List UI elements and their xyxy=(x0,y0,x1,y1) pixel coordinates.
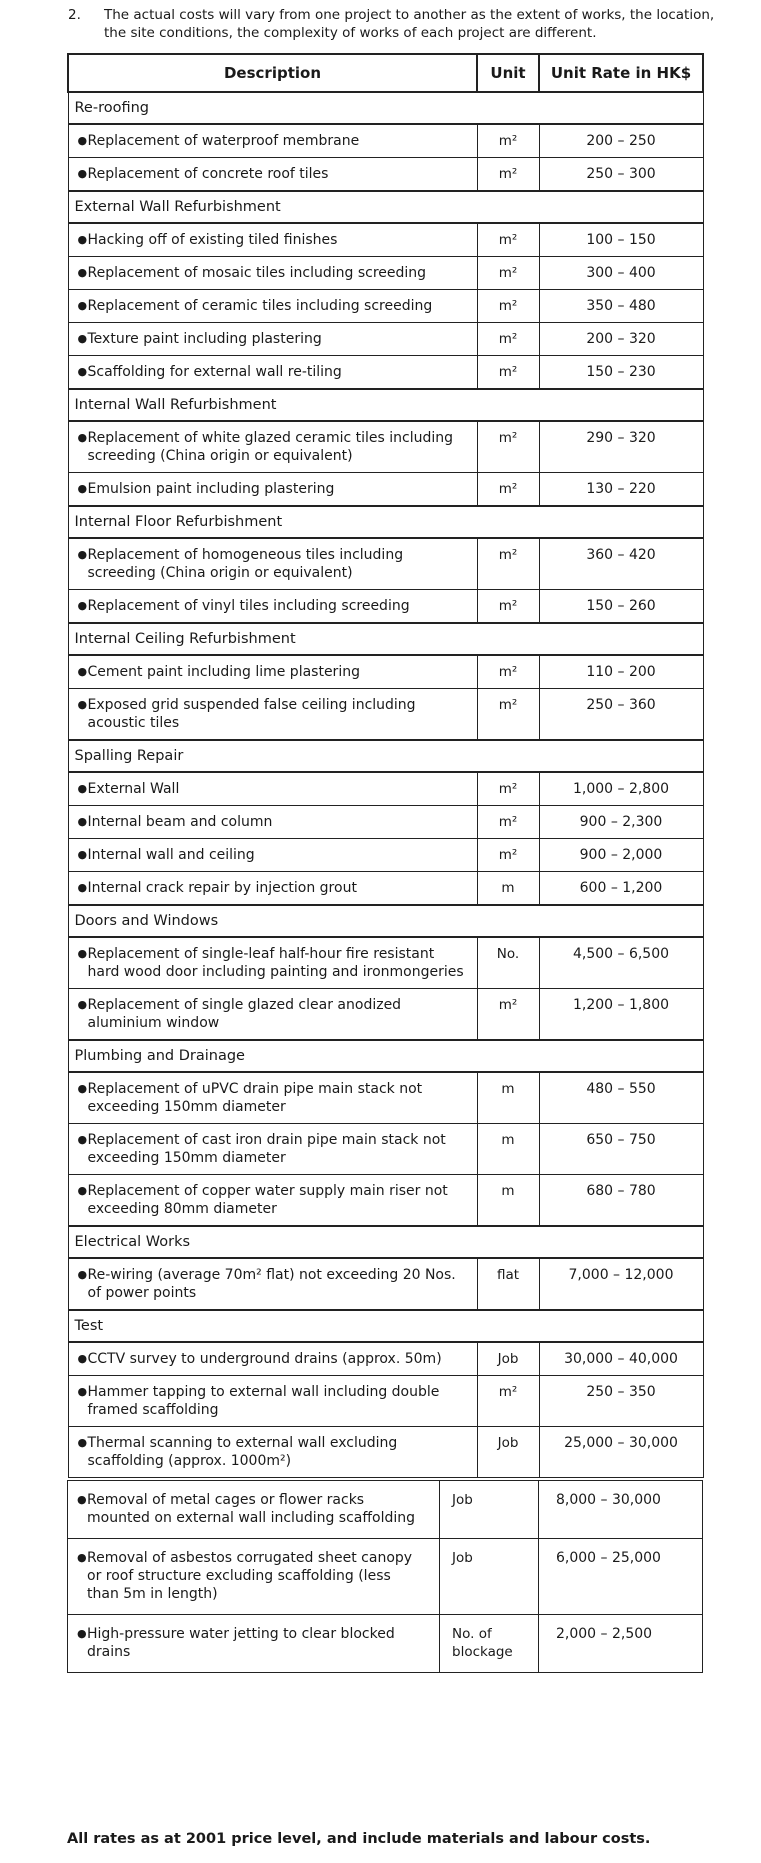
item-unit: m² xyxy=(477,1376,539,1427)
section-row xyxy=(68,191,703,223)
item-unit: m² xyxy=(477,158,539,192)
item-description-cell xyxy=(68,872,477,906)
table-row xyxy=(68,839,703,872)
table-row xyxy=(68,1175,703,1227)
item-description: Removal of asbestos corrugated sheet canopy or roof structure excluding scaffolding (less than 5m in length) xyxy=(87,1550,413,1602)
item-description-cell xyxy=(68,290,477,323)
item-description-cell xyxy=(68,223,477,257)
section-row xyxy=(68,740,703,772)
table-row xyxy=(68,290,703,323)
item-description: Re-wiring (average 70m² flat) not exceeding 20 Nos. of power points xyxy=(87,1267,456,1301)
item-unit: Job xyxy=(440,1539,539,1615)
item-unit: m² xyxy=(477,772,539,806)
bullet-icon: ● xyxy=(77,1082,88,1095)
bullet-icon: ● xyxy=(77,881,88,894)
item-rate: 110 – 200 xyxy=(539,655,703,689)
item-description: Emulsion paint including plastering xyxy=(87,481,335,497)
table-row xyxy=(68,1072,703,1124)
item-description: Cement paint including lime plastering xyxy=(87,664,360,680)
section-row xyxy=(68,92,703,124)
section-row xyxy=(68,1310,703,1342)
item-description-cell xyxy=(68,1124,477,1175)
item-rate: 2,000 – 2,500 xyxy=(539,1615,703,1673)
item-description: Replacement of single glazed clear anodized aluminium window xyxy=(87,997,402,1031)
bullet-icon: ● xyxy=(77,1627,87,1640)
bullet-icon: ● xyxy=(77,167,88,180)
item-unit: m² xyxy=(477,257,539,290)
table-row xyxy=(68,1481,703,1539)
item-description-cell xyxy=(68,1615,440,1673)
item-description: Replacement of cast iron drain pipe main stack not exceeding 150mm diameter xyxy=(87,1132,446,1166)
item-rate: 7,000 – 12,000 xyxy=(539,1258,703,1310)
bullet-icon: ● xyxy=(77,599,88,612)
item-unit: m xyxy=(477,1175,539,1227)
table-row xyxy=(68,772,703,806)
section-title: Test xyxy=(68,1310,703,1342)
item-unit: m² xyxy=(477,655,539,689)
item-description-cell xyxy=(68,655,477,689)
bullet-icon: ● xyxy=(77,998,88,1011)
note-text: The actual costs will vary from one project to another as the extent of works, the location, the site conditions, the complexity of works of each project are different. xyxy=(104,7,715,41)
section-row xyxy=(68,905,703,937)
bullet-icon: ● xyxy=(77,482,88,495)
item-description-cell xyxy=(68,124,477,158)
item-rate: 680 – 780 xyxy=(539,1175,703,1227)
item-rate: 900 – 2,300 xyxy=(539,806,703,839)
item-description-cell xyxy=(68,421,477,473)
header-description: Description xyxy=(68,54,477,92)
bullet-icon: ● xyxy=(77,1184,88,1197)
header-unit: Unit xyxy=(477,54,539,92)
table-row xyxy=(68,806,703,839)
table-header-row xyxy=(68,54,703,92)
item-description: Exposed grid suspended false ceiling including acoustic tiles xyxy=(87,697,416,731)
item-rate: 600 – 1,200 xyxy=(539,872,703,906)
table-row xyxy=(68,124,703,158)
item-description-cell xyxy=(68,590,477,624)
item-description: Replacement of concrete roof tiles xyxy=(87,166,329,182)
item-rate: 130 – 220 xyxy=(539,473,703,507)
bullet-icon: ● xyxy=(77,848,88,861)
item-rate: 8,000 – 30,000 xyxy=(539,1481,703,1539)
bullet-icon: ● xyxy=(77,1493,87,1506)
bullet-icon: ● xyxy=(77,1268,88,1281)
item-rate: 150 – 230 xyxy=(539,356,703,390)
item-description: Texture paint including plastering xyxy=(87,331,322,347)
item-description-cell xyxy=(68,1427,477,1478)
section-title: Plumbing and Drainage xyxy=(68,1040,703,1072)
table-row xyxy=(68,538,703,590)
bullet-icon: ● xyxy=(77,134,88,147)
bullet-icon: ● xyxy=(77,548,88,561)
item-description: Replacement of vinyl tiles including screeding xyxy=(87,598,410,614)
bullet-icon: ● xyxy=(77,947,88,960)
item-unit: m² xyxy=(477,839,539,872)
item-unit: m² xyxy=(477,421,539,473)
item-description: Hammer tapping to external wall including double framed scaffolding xyxy=(87,1384,440,1418)
item-description: Scaffolding for external wall re-tiling xyxy=(87,364,342,380)
item-unit: m² xyxy=(477,538,539,590)
item-description: Replacement of white glazed ceramic tiles including screeding (China origin or equivalent) xyxy=(87,430,454,464)
table-row xyxy=(68,590,703,624)
item-unit: m² xyxy=(477,806,539,839)
item-description-cell xyxy=(68,323,477,356)
item-description-cell xyxy=(68,937,477,989)
rates-table-body xyxy=(68,92,703,1478)
section-row xyxy=(68,1040,703,1072)
table-row xyxy=(68,655,703,689)
item-rate: 300 – 400 xyxy=(539,257,703,290)
item-description-cell xyxy=(68,1342,477,1376)
table-row xyxy=(68,689,703,741)
rates-table-container xyxy=(67,53,702,1673)
section-title: Electrical Works xyxy=(68,1226,703,1258)
item-rate: 250 – 350 xyxy=(539,1376,703,1427)
item-unit: Job xyxy=(477,1427,539,1478)
item-description: Replacement of waterproof membrane xyxy=(87,133,360,149)
table-row xyxy=(68,323,703,356)
section-row xyxy=(68,506,703,538)
item-description-cell xyxy=(68,806,477,839)
item-description-cell xyxy=(68,1258,477,1310)
item-unit: m xyxy=(477,872,539,906)
item-description-cell xyxy=(68,257,477,290)
item-description: High-pressure water jetting to clear blocked drains xyxy=(87,1626,395,1660)
item-rate: 250 – 300 xyxy=(539,158,703,192)
bullet-icon: ● xyxy=(77,266,88,279)
item-rate: 900 – 2,000 xyxy=(539,839,703,872)
item-description-cell xyxy=(68,772,477,806)
item-unit: m² xyxy=(477,989,539,1041)
bullet-icon: ● xyxy=(77,431,88,444)
item-description-cell xyxy=(68,1376,477,1427)
item-unit: Job xyxy=(477,1342,539,1376)
item-unit: m² xyxy=(477,689,539,741)
bullet-icon: ● xyxy=(77,1551,87,1564)
item-unit: m xyxy=(477,1072,539,1124)
item-rate: 200 – 250 xyxy=(539,124,703,158)
section-title: Spalling Repair xyxy=(68,740,703,772)
section-row xyxy=(68,623,703,655)
item-rate: 350 – 480 xyxy=(539,290,703,323)
item-rate: 200 – 320 xyxy=(539,323,703,356)
table-row xyxy=(68,473,703,507)
table-row xyxy=(68,1539,703,1615)
item-rate: 360 – 420 xyxy=(539,538,703,590)
item-description: Internal wall and ceiling xyxy=(87,847,255,863)
item-unit: No. xyxy=(477,937,539,989)
item-description-cell xyxy=(68,158,477,192)
bullet-icon: ● xyxy=(77,1352,88,1365)
item-rate: 290 – 320 xyxy=(539,421,703,473)
item-description: External Wall xyxy=(87,781,180,797)
table-row xyxy=(68,356,703,390)
item-unit: m² xyxy=(477,590,539,624)
table-row xyxy=(68,1376,703,1427)
item-description: Replacement of uPVC drain pipe main stack not exceeding 150mm diameter xyxy=(87,1081,423,1115)
table-row xyxy=(68,158,703,192)
item-description-cell xyxy=(68,1481,440,1539)
item-rate: 1,200 – 1,800 xyxy=(539,989,703,1041)
item-rate: 650 – 750 xyxy=(539,1124,703,1175)
table-row xyxy=(68,1258,703,1310)
extra-items-body xyxy=(68,1481,703,1673)
item-unit: Job xyxy=(440,1481,539,1539)
item-description: Hacking off of existing tiled finishes xyxy=(87,232,338,248)
item-unit: m² xyxy=(477,356,539,390)
section-title: External Wall Refurbishment xyxy=(68,191,703,223)
item-unit: No. of blockage xyxy=(440,1615,539,1673)
section-title: Internal Ceiling Refurbishment xyxy=(68,623,703,655)
item-rate: 30,000 – 40,000 xyxy=(539,1342,703,1376)
bullet-icon: ● xyxy=(77,233,88,246)
item-rate: 1,000 – 2,800 xyxy=(539,772,703,806)
item-description: Thermal scanning to external wall excluding scaffolding (approx. 1000m²) xyxy=(87,1435,398,1469)
item-unit: flat xyxy=(477,1258,539,1310)
item-rate: 25,000 – 30,000 xyxy=(539,1427,703,1478)
bullet-icon: ● xyxy=(77,1385,88,1398)
item-description: Replacement of copper water supply main riser not exceeding 80mm diameter xyxy=(87,1183,448,1217)
item-rate: 480 – 550 xyxy=(539,1072,703,1124)
item-rate: 150 – 260 xyxy=(539,590,703,624)
bullet-icon: ● xyxy=(77,665,88,678)
item-description: CCTV survey to underground drains (approx. 50m) xyxy=(87,1351,442,1367)
item-description: Replacement of single-leaf half-hour fire resistant hard wood door including painting and ironmongeries xyxy=(87,946,464,980)
section-row xyxy=(68,1226,703,1258)
header-rate: Unit Rate in HK$ xyxy=(539,54,703,92)
table-row xyxy=(68,257,703,290)
section-title: Doors and Windows xyxy=(68,905,703,937)
item-description-cell xyxy=(68,989,477,1041)
bullet-icon: ● xyxy=(77,1436,88,1449)
item-rate: 4,500 – 6,500 xyxy=(539,937,703,989)
item-unit: m² xyxy=(477,124,539,158)
item-rate: 100 – 150 xyxy=(539,223,703,257)
section-row xyxy=(68,389,703,421)
item-description-cell xyxy=(68,1072,477,1124)
item-unit: m² xyxy=(477,290,539,323)
table-row xyxy=(68,1342,703,1376)
item-description-cell xyxy=(68,356,477,390)
section-title: Internal Floor Refurbishment xyxy=(68,506,703,538)
section-title: Re-roofing xyxy=(68,92,703,124)
item-description-cell xyxy=(68,689,477,741)
table-row xyxy=(68,1124,703,1175)
bullet-icon: ● xyxy=(77,698,88,711)
table-row xyxy=(68,223,703,257)
bullet-icon: ● xyxy=(77,782,88,795)
rates-table xyxy=(67,53,704,1478)
item-description: Replacement of mosaic tiles including screeding xyxy=(87,265,427,281)
item-description-cell xyxy=(68,538,477,590)
table-row xyxy=(68,1615,703,1673)
item-description-cell xyxy=(68,839,477,872)
bullet-icon: ● xyxy=(77,365,88,378)
bullet-icon: ● xyxy=(77,332,88,345)
table-row xyxy=(68,937,703,989)
extra-items-table xyxy=(67,1480,703,1673)
item-description-cell xyxy=(68,1539,440,1615)
item-description-cell xyxy=(68,473,477,507)
item-rate: 6,000 – 25,000 xyxy=(539,1539,703,1615)
table-row xyxy=(68,872,703,906)
item-unit: m xyxy=(477,1124,539,1175)
footer-note: All rates as at 2001 price level, and include materials and labour costs. xyxy=(67,1831,651,1847)
item-description: Replacement of homogeneous tiles including screeding (China origin or equivalent) xyxy=(87,547,404,581)
item-description: Internal beam and column xyxy=(87,814,273,830)
bullet-icon: ● xyxy=(77,815,88,828)
item-unit: m² xyxy=(477,473,539,507)
bullet-icon: ● xyxy=(77,299,88,312)
item-description: Replacement of ceramic tiles including screeding xyxy=(87,298,433,314)
note-number: 2. xyxy=(68,7,81,23)
item-unit: m² xyxy=(477,223,539,257)
bullet-icon: ● xyxy=(77,1133,88,1146)
table-row xyxy=(68,421,703,473)
item-description: Removal of metal cages or flower racks mounted on external wall including scaffolding xyxy=(87,1492,416,1526)
table-row xyxy=(68,989,703,1041)
table-row xyxy=(68,1427,703,1478)
item-description-cell xyxy=(68,1175,477,1227)
section-title: Internal Wall Refurbishment xyxy=(68,389,703,421)
item-unit: m² xyxy=(477,323,539,356)
item-description: Internal crack repair by injection grout xyxy=(87,880,357,896)
item-rate: 250 – 360 xyxy=(539,689,703,741)
